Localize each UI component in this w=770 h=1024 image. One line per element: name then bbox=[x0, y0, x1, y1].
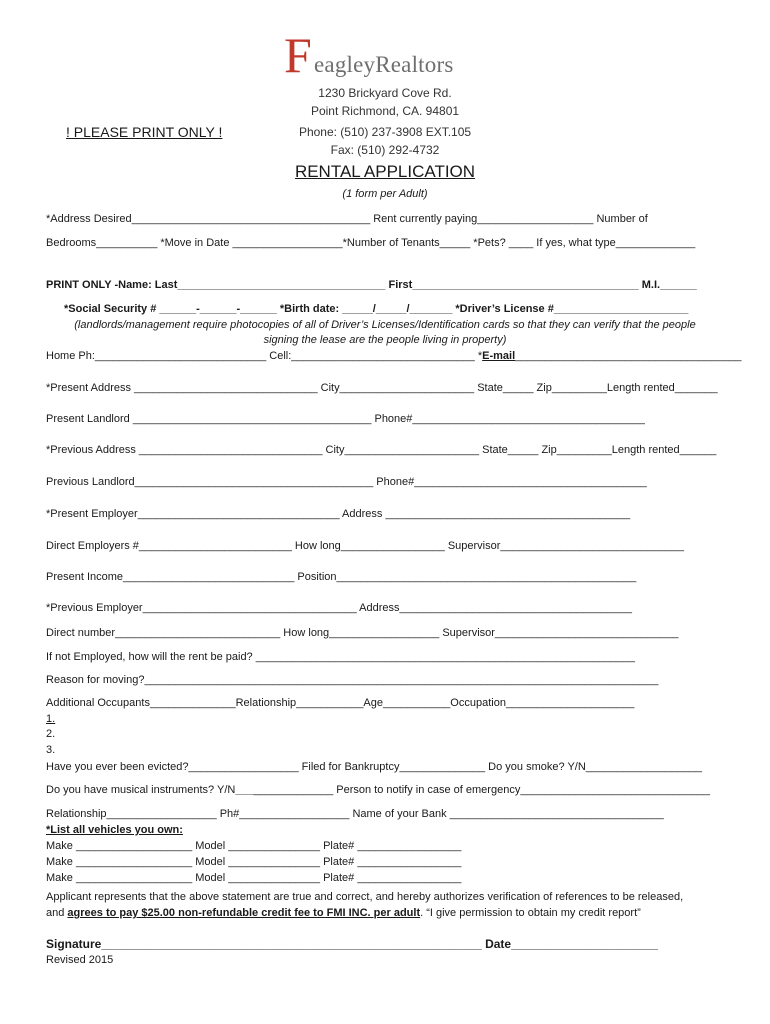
occupants-header: Additional Occupants______________Relationship___________Age___________Occupation_____________________ bbox=[46, 697, 635, 709]
eviction-line[interactable]: Have you ever been evicted?__________________ Filed for Bankruptcy______________ Do you smoke? Y/N___________________ bbox=[46, 761, 703, 773]
relationship-bank-line[interactable]: Relationship__________________ Ph#__________________ Name of your Bank ___________________________________ bbox=[46, 808, 664, 820]
phone-email-line[interactable]: Home Ph:____________________________ Cell:______________________________ *E-mail_____________________________________ bbox=[46, 350, 742, 362]
direct-number-line[interactable]: Direct number___________________________ How long__________________ Supervisor______________________________ bbox=[46, 627, 679, 639]
print-notice: ! PLEASE PRINT ONLY ! bbox=[66, 124, 223, 140]
company-address-line2: Point Richmond, CA. 94801 bbox=[310, 104, 460, 118]
company-fax: Fax: (510) 292-4732 bbox=[330, 143, 440, 157]
occupant-2[interactable]: 2. bbox=[46, 728, 56, 740]
occupant-1[interactable]: 1. bbox=[46, 713, 56, 725]
page-title: RENTAL APPLICATION bbox=[294, 162, 476, 181]
credit-fee-notice: agrees to pay $25.00 non-refundable credit fee to FMI INC. per adult bbox=[67, 907, 421, 919]
name-line[interactable]: PRINT ONLY -Name: Last__________________________________ First_____________________________________ M.I.______ bbox=[46, 279, 697, 291]
previous-employer-line[interactable]: *Previous Employer___________________________________ Address______________________________________ bbox=[46, 602, 632, 614]
present-address-line[interactable]: *Present Address ______________________________ City______________________ State_____ Zip_________Length rented_______ bbox=[46, 382, 718, 394]
previous-landlord-line[interactable]: Previous Landlord_______________________________________ Phone#______________________________________ bbox=[46, 476, 647, 488]
vehicle-row-1[interactable]: Make ___________________ Model _______________ Plate# _________________ bbox=[46, 840, 462, 852]
revised-note: Revised 2015 bbox=[46, 954, 114, 966]
bedrooms-line[interactable]: Bedrooms__________ *Move in Date __________________*Number of Tenants_____ *Pets? ____ If yes, what type_____________ bbox=[46, 237, 696, 249]
present-income-line[interactable]: Present Income____________________________ Position_________________________________________________ bbox=[46, 571, 637, 583]
statement-line1: Applicant represents that the above statement are true and correct, and hereby authorizes verification of references to be released, bbox=[46, 891, 684, 903]
present-employer-line[interactable]: *Present Employer_________________________________ Address ________________________________________ bbox=[46, 508, 631, 520]
present-landlord-line[interactable]: Present Landlord _______________________________________ Phone#______________________________________ bbox=[46, 413, 645, 425]
direct-employers-line[interactable]: Direct Employers #_________________________ How long_________________ Supervisor______________________________ bbox=[46, 540, 684, 552]
occupant-3[interactable]: 3. bbox=[46, 744, 56, 756]
ssn-line[interactable]: *Social Security # ______-______-______ *Birth date: _____/_____/_______ *Driver’s License #______________________ bbox=[64, 303, 689, 315]
statement-line2: and agrees to pay $25.00 non-refundable credit fee to FMI INC. per adult. “I give permission to obtain my credit report” bbox=[46, 907, 641, 919]
vehicle-row-3[interactable]: Make ___________________ Model _______________ Plate# _________________ bbox=[46, 872, 462, 884]
instruments-line[interactable]: Do you have musical instruments? Y/N________________ Person to notify in case of emergency_______________________________ bbox=[46, 784, 710, 796]
previous-address-line[interactable]: *Previous Address ______________________________ City______________________ State_____ Zip_________Length rented______ bbox=[46, 444, 717, 456]
page-subtitle: (1 form per Adult) bbox=[342, 188, 428, 200]
email-label: E-mail bbox=[482, 350, 516, 362]
company-phone: Phone: (510) 237-3908 EXT.105 bbox=[298, 125, 472, 139]
vehicles-title: *List all vehicles you own: bbox=[46, 824, 183, 836]
address-desired-line[interactable]: *Address Desired_______________________________________ Rent currently paying___________________ Number of bbox=[46, 213, 648, 225]
signature-line[interactable]: Signature_________________________________________________________ Date______________________ bbox=[46, 937, 658, 951]
vehicle-row-2[interactable]: Make ___________________ Model _______________ Plate# _________________ bbox=[46, 856, 462, 868]
logo-letter: F bbox=[284, 27, 312, 83]
company-logo bbox=[284, 26, 484, 82]
id-note-line1: (landlords/management require photocopies of all of Driver’s Licenses/Identification cards so that they can verify that the people bbox=[74, 319, 696, 331]
logo-text: eagleyRealtors bbox=[314, 52, 454, 77]
id-note-line2: signing the lease are the people living in property) bbox=[263, 334, 507, 346]
company-address-line1: 1230 Brickyard Cove Rd. bbox=[318, 86, 452, 100]
not-employed-line[interactable]: If not Employed, how will the rent be paid? ______________________________________________________________ bbox=[46, 651, 636, 663]
reason-moving-line[interactable]: Reason for moving?____________________________________________________________________________________ bbox=[46, 674, 659, 686]
